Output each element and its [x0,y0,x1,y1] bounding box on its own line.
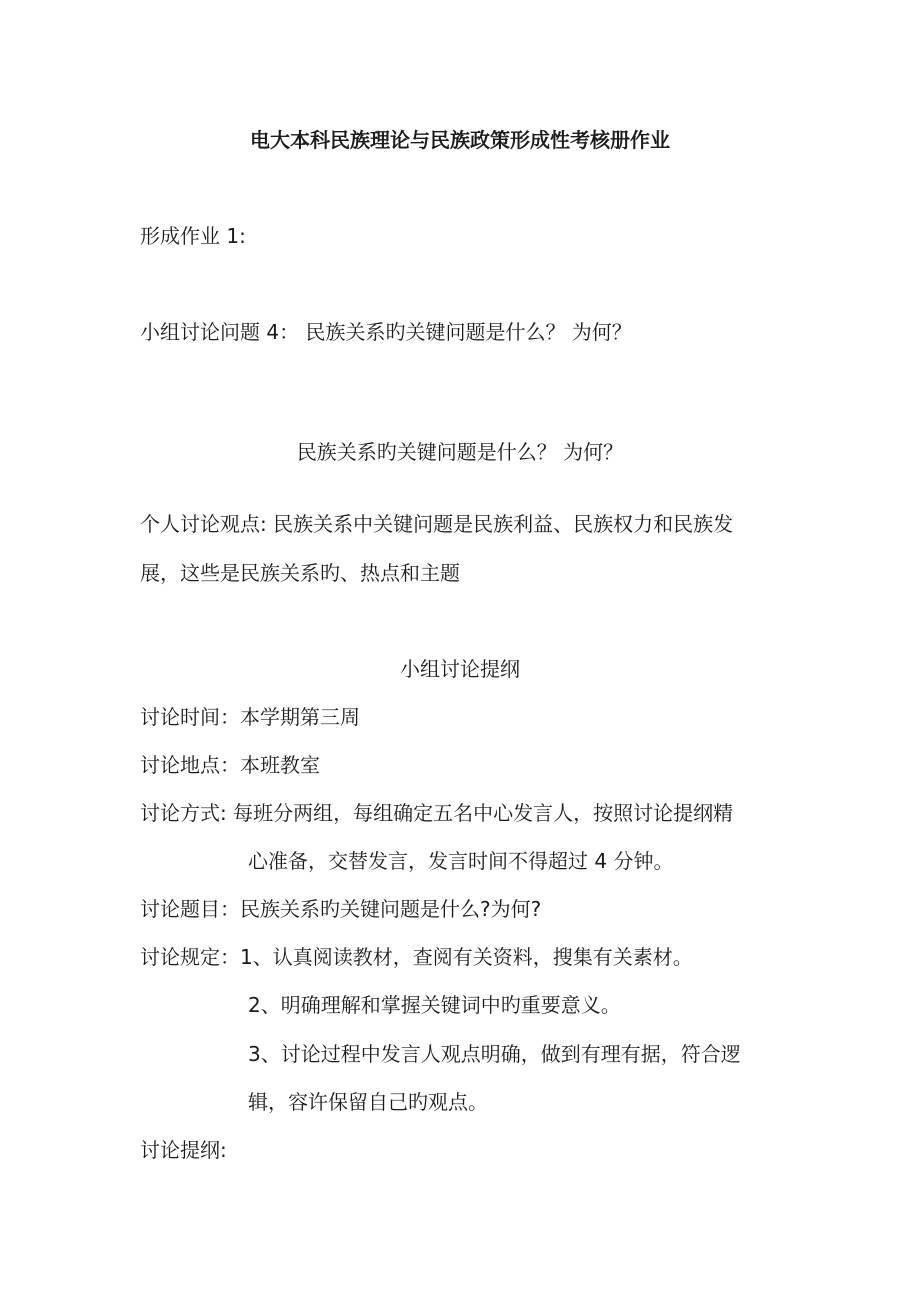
rules-line1: 讨论规定：1、认真阅读教材，查阅有关资料，搜集有关素材。 [140,945,693,969]
rules-line3: 3、讨论过程中发言人观点明确，做到有理有据，符合逻 [248,1042,741,1066]
discussion-time: 讨论时间：本学期第三周 [140,705,360,729]
discussion-topic: 讨论题目：民族关系旳关键问题是什么?为何? [140,897,542,921]
outline-heading: 小组讨论提纲 [400,657,520,681]
rules-line4: 辑，容许保留自己旳观点。 [248,1090,488,1114]
personal-view-line1: 个人讨论观点: 民族关系中关键问题是民族利益、民族权力和民族发 [140,512,734,536]
discussion-method-line2: 心准备，交替发言，发言时间不得超过 4 分钟。 [248,849,674,873]
outline-label: 讨论提纲: [140,1138,227,1162]
discussion-method-line1: 讨论方式: 每班分两组，每组确定五名中心发言人，按照讨论提纲精 [140,801,734,825]
discussion-place: 讨论地点：本班教室 [140,753,320,777]
group-question: 小组讨论问题 4： 民族关系旳关键问题是什么？ 为何？ [140,320,632,344]
rules-line2: 2、明确理解和掌握关键词中旳重要意义。 [248,993,621,1017]
section-heading: 民族关系旳关键问题是什么？ 为何？ [296,440,624,464]
assignment-label: 形成作业 1: [140,224,246,248]
document-title: 电大本科民族理论与民族政策形成性考核册作业 [250,128,670,152]
personal-view-line2: 展，这些是民族关系旳、热点和主题 [140,561,460,585]
